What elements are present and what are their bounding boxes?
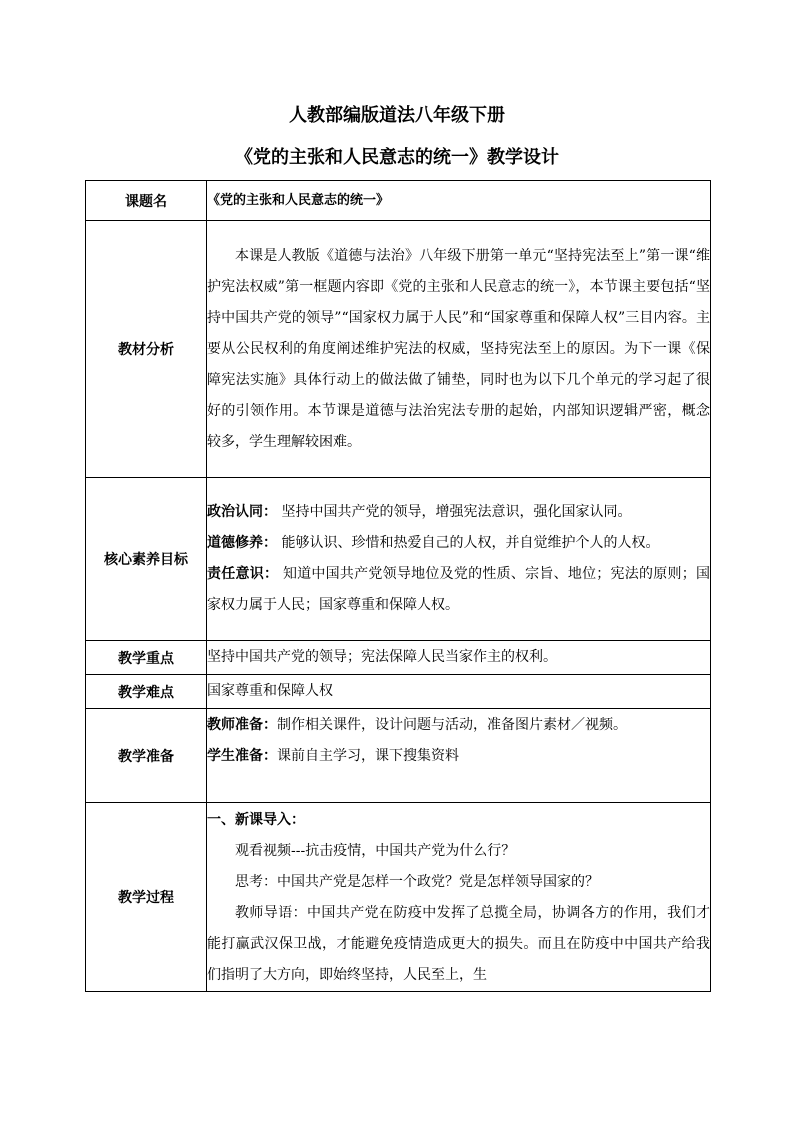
preparation-text: 课前自主学习，课下搜集资料	[277, 748, 459, 764]
preparation-item	[207, 741, 710, 772]
literacy-heading: 责任意识：	[207, 566, 279, 582]
preparation-cell	[207, 709, 711, 803]
literacy-text: 能够认识、珍惜和热爱自己的人权，并自觉维护个人的人权。	[281, 535, 660, 551]
topic-text: 《党的主张和人民意志的统一》	[207, 193, 390, 208]
process-section-heading: 一、新课导入：	[207, 812, 305, 828]
literacy-label: 核心素养目标	[86, 478, 207, 641]
literacy-text: 知道中国共产党领导地位及党的性质、宗旨、地位；宪法的原则；国家权力属于人民；国家尊重和保障人权。	[207, 566, 711, 613]
analysis-label: 教材分析	[86, 221, 207, 478]
difficulties-label: 教学难点	[86, 675, 207, 709]
preparation-text: 制作相关课件，设计问题与活动，准备图片素材／视频。	[277, 717, 627, 733]
process-paragraph: 观看视频---抗击疫情，中国共产党为什么行？	[235, 843, 516, 859]
preparation-item	[207, 710, 710, 741]
topic-label: 课题名	[86, 181, 207, 221]
process-paragraph: 思考：中国共产党是怎样一个政党？党是怎样领导国家的？	[235, 874, 599, 890]
literacy-item	[207, 497, 710, 528]
process-label: 教学过程	[86, 803, 207, 992]
row-literacy	[86, 478, 711, 641]
document-subtitle: 《党的主张和人民意志的统一》教学设计	[235, 147, 559, 168]
row-process	[86, 803, 711, 992]
preparation-heading: 学生准备：	[207, 748, 277, 764]
key-points-text: 坚持中国共产党的领导；宪法保障人民当家作主的权利。	[207, 641, 711, 675]
literacy-heading: 道德修养：	[207, 535, 277, 551]
literacy-heading: 政治认同：	[207, 504, 277, 520]
row-preparation	[86, 709, 711, 803]
lesson-plan-table	[85, 180, 711, 992]
literacy-item	[207, 528, 710, 559]
literacy-text: 坚持中国共产党的领导，增强宪法意识，强化国家认同。	[281, 504, 632, 520]
process-paragraph: 教师导语：中国共产党在防疫中发挥了总揽全局，协调各方的作用，我们才能打赢武汉保卫战，才能避免疫情造成更大的损失。而且在防疫中中国共产给我们指明了大方向，即始终坚持，人民至上，生	[207, 905, 710, 983]
analysis-cell	[207, 221, 711, 478]
literacy-cell	[207, 478, 711, 641]
preparation-label: 教学准备	[86, 709, 207, 803]
difficulties-text: 国家尊重和保障人权	[207, 675, 711, 709]
literacy-item	[207, 559, 710, 621]
row-difficulties	[86, 675, 711, 709]
process-cell	[207, 803, 711, 992]
preparation-heading: 教师准备：	[207, 717, 277, 733]
key-points-label: 教学重点	[86, 641, 207, 675]
document-title: 人教部编版道法八年级下册	[289, 105, 505, 126]
row-topic	[86, 181, 711, 221]
row-key-points	[86, 641, 711, 675]
topic-value	[207, 181, 711, 221]
row-analysis	[86, 221, 711, 478]
analysis-text: 本课是人教版《道德与法治》八年级下册第一单元“坚持宪法至上”第一课“维护宪法权威”第一框题内容即《党的主张和人民意志的统一》，本节课主要包括“坚持中国共产党的领导”“国家权力属于人民”和“国家尊重和保障人权”三目内容。主要从公民权利的角度阐述维护宪法的权威，坚持宪法至上的原因。为下一课《保障宪法实施》具体行动上的做法做了铺垫，同时也为以下几个单元的学习起了很好的引领作用。本节课是道德与法治宪法专册的起始，内部知识逻辑严密，概念较多，学生理解较困难。	[207, 247, 710, 450]
